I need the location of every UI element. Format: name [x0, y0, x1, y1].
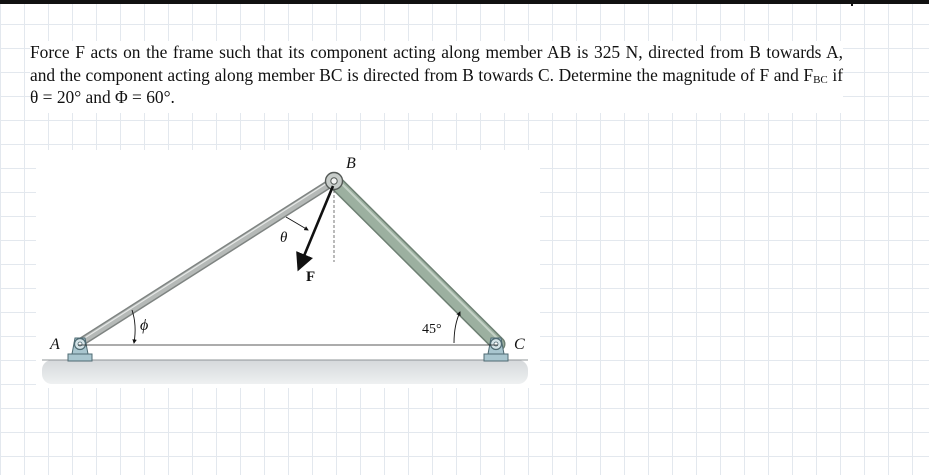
problem-text-end: if θ = 20° and Φ = 60°. [30, 64, 843, 107]
top-rule [0, 0, 929, 4]
problem-text: Force F acts on the frame such that its component acting along member AB is 325 N, directed from B towards A, and the component acting along member BC is directed from B towards C. Determine the magnitude of F and F [30, 42, 843, 85]
label-angle-c: 45° [422, 322, 442, 337]
label-a: A [50, 336, 60, 353]
label-b: B [346, 155, 356, 172]
problem-statement [30, 41, 843, 113]
ground [42, 360, 528, 384]
label-theta: θ [280, 230, 288, 246]
label-phi: ϕ [140, 317, 149, 334]
pin-b-center [331, 178, 337, 184]
label-c: C [514, 336, 525, 353]
label-force: F [306, 269, 316, 285]
top-rule-tick [851, 0, 853, 6]
problem-subscript: BC [813, 73, 828, 86]
frame-figure [36, 150, 540, 388]
figure-background [36, 150, 540, 388]
